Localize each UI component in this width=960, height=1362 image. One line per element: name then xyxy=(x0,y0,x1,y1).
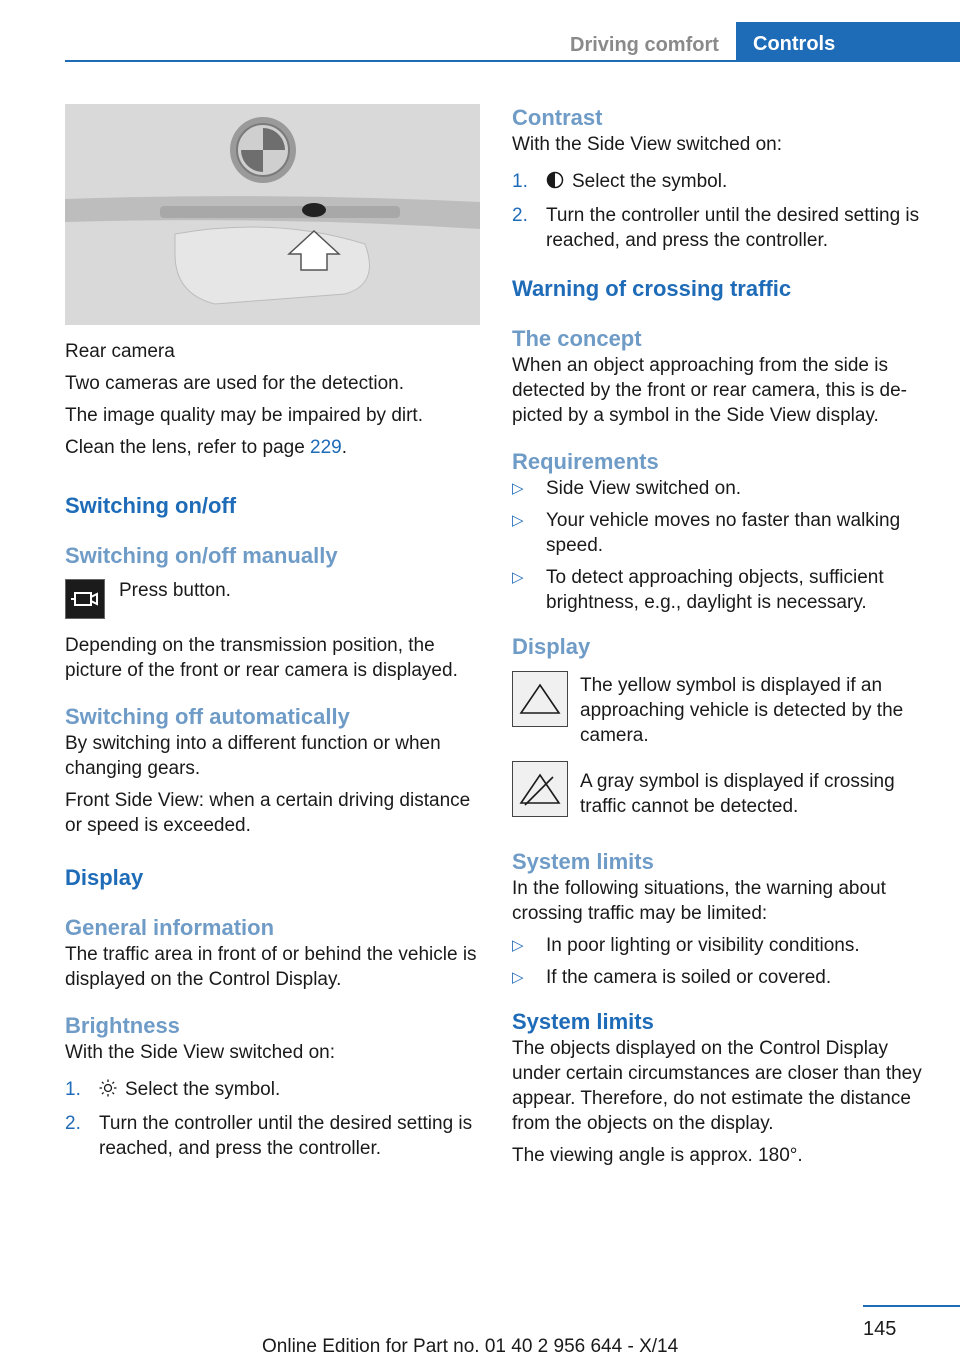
limit-text: In poor lighting or visibility conditions. xyxy=(546,935,860,956)
heading-brightness: Brightness xyxy=(65,1013,180,1038)
requirement-text: Your vehicle moves no faster than walking speed. xyxy=(546,510,901,556)
list-item xyxy=(65,1111,480,1161)
requirement-text: Side View switched on. xyxy=(546,478,742,499)
paragraph-contrast: With the Side View switched on: xyxy=(512,134,783,155)
heading-switching-off-automatically: Switching off automatically xyxy=(65,704,350,729)
bullet-icon: ▷ xyxy=(512,512,524,529)
step-number: 1. xyxy=(512,171,528,192)
footer-rule xyxy=(863,1305,960,1307)
heading-general-information: General information xyxy=(65,915,275,940)
header-section-title: Driving comfort xyxy=(570,34,719,56)
list-item xyxy=(512,476,928,501)
paragraph-limits-1: In the following situations, the warning about crossing traffic may be limited: xyxy=(512,878,886,924)
left-column xyxy=(65,104,480,1168)
limit-text: If the camera is soiled or covered. xyxy=(546,967,832,988)
list-item xyxy=(512,169,928,196)
heading-warning-crossing-traffic: Warning of crossing traffic xyxy=(512,276,792,301)
press-button-row xyxy=(65,578,480,619)
heading-display: Display xyxy=(65,865,144,890)
warning-triangle-crossed-icon xyxy=(512,761,568,817)
photo-caption: Rear camera xyxy=(65,341,175,362)
list-item xyxy=(512,565,928,615)
press-button-text: Press button. xyxy=(119,580,231,601)
paragraph-concept: When an object approaching from the side is detected by the front or rear camera, this is depicted by a symbol in the Side View display. xyxy=(512,355,907,426)
list-item xyxy=(512,203,928,253)
heading-the-concept: The concept xyxy=(512,326,642,351)
step-number: 2. xyxy=(65,1113,81,1134)
heading-switching-manually: Switching on/off manually xyxy=(65,543,338,568)
list-item xyxy=(512,933,928,958)
paragraph-gray-symbol: A gray symbol is displayed if crossing traffic cannot be detected. xyxy=(580,771,895,817)
footer-edition: Online Edition for Part no. 01 40 2 956 644 - X/14 xyxy=(262,1336,679,1357)
side-view-camera-icon xyxy=(65,579,105,619)
header-rule xyxy=(65,60,960,62)
bullet-icon: ▷ xyxy=(512,569,524,586)
requirements-list xyxy=(512,476,928,615)
bullet-icon: ▷ xyxy=(512,969,524,986)
step-text: Turn the controller until the desired setting is reached, and press the controller. xyxy=(99,1113,473,1159)
contrast-icon xyxy=(546,171,564,196)
paragraph-brightness: With the Side View switched on: xyxy=(65,1042,336,1063)
heading-display-right: Display xyxy=(512,634,591,659)
yellow-symbol-row xyxy=(512,673,928,755)
heading-contrast: Contrast xyxy=(512,105,603,130)
paragraph-yellow-symbol: The yellow symbol is displayed if an approaching vehicle is detected by the camera. xyxy=(580,675,904,746)
paragraph-auto-2: Front Side View: when a certain driving distance or speed is exceeded. xyxy=(65,790,471,836)
list-item xyxy=(512,965,928,990)
header-tab-controls: Controls xyxy=(736,22,960,62)
rear-camera-photo xyxy=(65,104,480,325)
heading-system-limits-2: System limits xyxy=(512,1009,654,1034)
sun-icon xyxy=(99,1079,117,1104)
clean-lens-end: . xyxy=(341,437,348,458)
step-text: Select the symbol. xyxy=(125,1079,281,1100)
requirement-text: To detect approaching objects, sufficient brightness, e.g., daylight is necessary. xyxy=(546,567,884,613)
warning-triangle-icon xyxy=(512,671,568,727)
limits-list xyxy=(512,933,928,990)
bullet-icon: ▷ xyxy=(512,937,524,954)
step-number: 2. xyxy=(512,205,528,226)
paragraph-clean-lens xyxy=(65,435,480,460)
gray-symbol-row xyxy=(512,769,928,826)
paragraph-limits-2: The objects displayed on the Control Display under certain circumstances are closer than they appear. Therefore, do not estimate the distance from the objects on the display. xyxy=(512,1038,922,1134)
list-item xyxy=(65,1077,480,1104)
list-item xyxy=(512,508,928,558)
paragraph-image-quality: The image quality may be impaired by dirt. xyxy=(65,405,423,426)
brightness-steps xyxy=(65,1077,480,1161)
paragraph-two-cameras: Two cameras are used for the detection. xyxy=(65,373,405,394)
page-link-229[interactable]: 229 xyxy=(310,437,342,458)
step-text: Turn the controller until the desired setting is reached, and press the controller. xyxy=(546,205,920,251)
step-number: 1. xyxy=(65,1079,81,1100)
contrast-steps xyxy=(512,169,928,253)
bullet-icon: ▷ xyxy=(512,480,524,497)
clean-lens-text: Clean the lens, refer to page xyxy=(65,437,311,458)
heading-system-limits-1: System limits xyxy=(512,849,654,874)
page-number: 145 xyxy=(863,1318,897,1340)
heading-switching-on-off: Switching on/off xyxy=(65,493,237,518)
paragraph-transmission: Depending on the transmission position, the picture of the front or rear camera is displayed. xyxy=(65,635,458,681)
paragraph-auto-1: By switching into a different function or when changing gears. xyxy=(65,733,441,779)
right-column xyxy=(512,104,928,1175)
heading-requirements: Requirements xyxy=(512,449,659,474)
paragraph-general: The traffic area in front of or behind the vehicle is displayed on the Control Display. xyxy=(65,944,477,990)
paragraph-viewing-angle: The viewing angle is approx. 180°. xyxy=(512,1145,803,1166)
step-text: Select the symbol. xyxy=(572,171,728,192)
